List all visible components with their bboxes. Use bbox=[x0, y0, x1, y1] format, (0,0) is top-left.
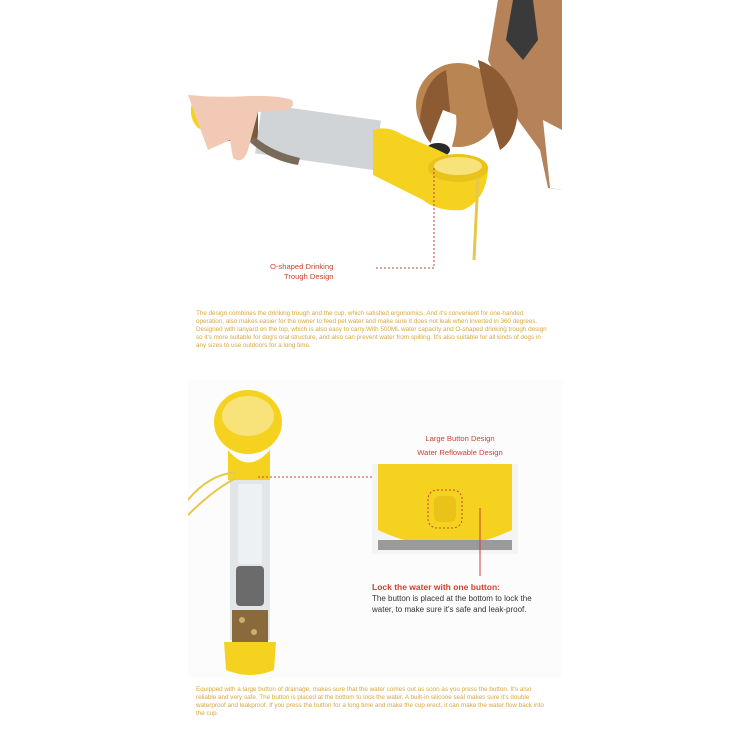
callout-label-line2: Trough Design bbox=[284, 272, 334, 281]
lock-water-text: The button is placed at the bottom to lock the water, to make sure it's safe and leak-proof. bbox=[372, 594, 532, 614]
bottle-vertical-illustration bbox=[188, 380, 562, 678]
top-product-panel bbox=[188, 0, 562, 304]
description-paragraph-1: The design combines the drinking trough and the cup, which satisfied ergonomics. And it's convenient for one-handed operation, also makes easier for the owner to feed pet water and make sure it does not leak when inverted in 360 degrees. Designed with lanyard on the top, which is also easy to carry.With 500ML water capacity and O-shaped drinking trough design so it's more suitable for dog's oral structure, and also can prevent water from spilling. It's also suitable for all kinds of dogs in any sizes to use outdoors for a long time. bbox=[196, 310, 547, 350]
callout-label-line1: O-shaped Drinking bbox=[270, 262, 334, 271]
description-paragraph-2: Equipped with a large button of drainage, makes sure that the water comes out as soon as you press the button. It's also reliable and very safe. The button is placed at the bottom to lock the water. A built-in silicone seal makes sure it's double waterproof and leakproof. If you press the button for a long time and make the cup erect, it can make the water flow back into the cup. bbox=[196, 686, 544, 718]
dog-drinking-illustration bbox=[188, 0, 562, 304]
bottom-product-panel bbox=[188, 380, 562, 678]
description-block-2 bbox=[188, 680, 562, 750]
button-detail-inset bbox=[372, 464, 518, 554]
description-block-1 bbox=[188, 304, 562, 374]
bottle-vertical bbox=[188, 390, 282, 675]
headline-large-button: Large Button Design bbox=[425, 434, 495, 443]
headline-water-reflowable: Water Reflowable Design bbox=[417, 448, 503, 457]
lock-water-title: Lock the water with one button: bbox=[372, 582, 500, 592]
